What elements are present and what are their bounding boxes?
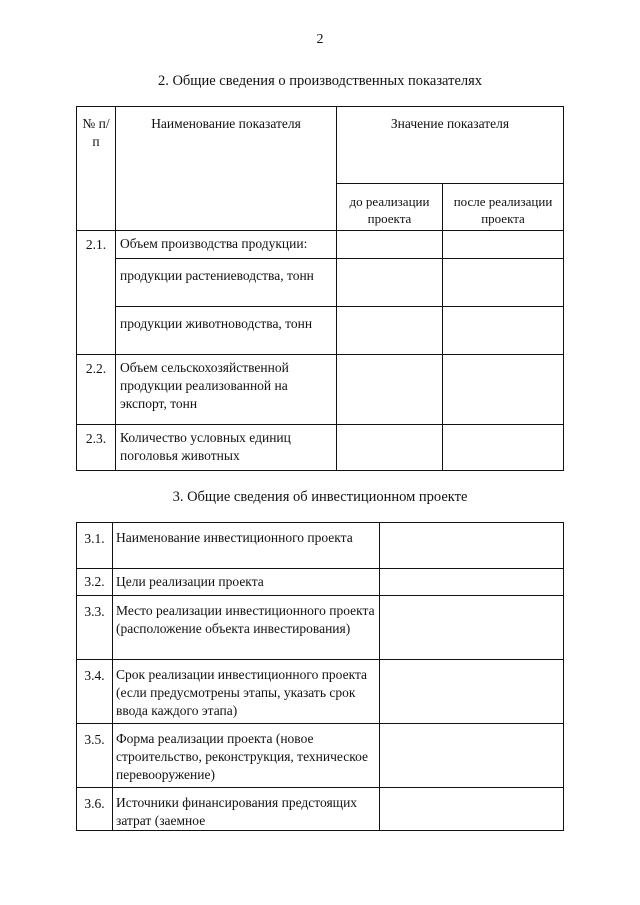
row-number: 2.1. <box>77 231 116 259</box>
row-label: Срок реализации инвестиционного проекта (если предусмотрены этапы, указать срок ввода каждого этапа) <box>113 660 380 724</box>
row-number: 3.4. <box>77 660 113 724</box>
value-before-cell[interactable] <box>337 259 443 307</box>
row-label: Место реализации инвестиционного проекта (расположение объекта инвестирования) <box>113 596 380 660</box>
row-number: 3.5. <box>77 724 113 788</box>
table-row <box>77 523 564 569</box>
table-row <box>77 724 564 788</box>
section-3-heading: 3. Общие сведения об инвестиционном проекте <box>172 489 468 505</box>
row-label: Объем производства продукции: <box>116 231 337 259</box>
header-number: № п/п <box>77 107 116 231</box>
value-after-cell[interactable] <box>443 425 564 471</box>
row-label: продукции растениеводства, тонн <box>116 259 337 307</box>
row-number: 3.2. <box>77 569 113 596</box>
row-label: Количество условных единиц поголовья животных <box>116 425 337 471</box>
page-number: 2 <box>316 32 324 47</box>
header-after-realization: после реализации проекта <box>443 184 564 231</box>
table-row <box>77 596 564 660</box>
row-label: Наименование инвестиционного проекта <box>113 523 380 569</box>
investment-project-table <box>76 522 564 831</box>
table-row <box>77 231 564 259</box>
row-label: Форма реализации проекта (новое строительство, реконструкция, техническое перевооружение) <box>113 724 380 788</box>
value-cell[interactable] <box>380 660 564 724</box>
table-row <box>77 259 564 307</box>
table-row <box>77 355 564 425</box>
row-number: 3.6. <box>77 788 113 831</box>
header-indicator-name: Наименование показателя <box>116 107 337 231</box>
table-row <box>77 307 564 355</box>
value-after-cell[interactable] <box>443 259 564 307</box>
row-label: Объем сельскохозяйственной продукции реализованной на экспорт, тонн <box>116 355 337 425</box>
table-row <box>77 660 564 724</box>
production-indicators-table <box>76 106 564 471</box>
header-before-realization: до реализации проекта <box>337 184 443 231</box>
row-label: Источники финансирования предстоящих затрат (заемное <box>113 788 380 831</box>
table-row <box>77 425 564 471</box>
table-row <box>77 788 564 831</box>
value-cell[interactable] <box>380 596 564 660</box>
value-before-cell[interactable] <box>337 307 443 355</box>
value-after-cell[interactable] <box>443 355 564 425</box>
table-row <box>77 569 564 596</box>
value-after-cell[interactable] <box>443 231 564 259</box>
row-number <box>77 307 116 355</box>
row-number: 2.2. <box>77 355 116 425</box>
value-before-cell[interactable] <box>337 231 443 259</box>
row-number: 2.3. <box>77 425 116 471</box>
row-number: 3.1. <box>77 523 113 569</box>
row-number <box>77 259 116 307</box>
value-cell[interactable] <box>380 523 564 569</box>
section-2-heading: 2. Общие сведения о производственных показателях <box>157 73 483 89</box>
value-cell[interactable] <box>380 724 564 788</box>
value-after-cell[interactable] <box>443 307 564 355</box>
row-label: Цели реализации проекта <box>113 569 380 596</box>
row-number: 3.3. <box>77 596 113 660</box>
header-indicator-value: Значение показателя <box>337 107 564 184</box>
value-before-cell[interactable] <box>337 425 443 471</box>
value-cell[interactable] <box>380 569 564 596</box>
value-cell[interactable] <box>380 788 564 831</box>
value-before-cell[interactable] <box>337 355 443 425</box>
row-label: продукции животноводства, тонн <box>116 307 337 355</box>
